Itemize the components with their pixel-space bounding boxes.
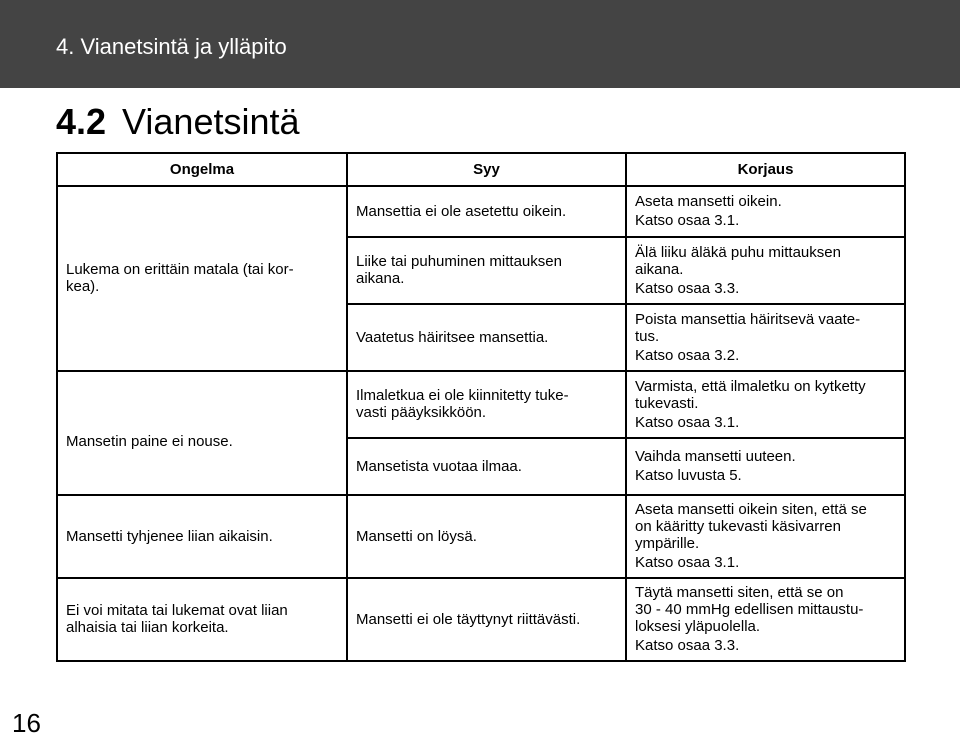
chapter-title: 4. Vianetsintä ja ylläpito	[56, 34, 287, 59]
fix-reference: Katso luvusta 5.	[635, 467, 742, 485]
problem-cell	[57, 495, 347, 578]
chapter-header-bar	[0, 0, 960, 88]
column-header-problem: Ongelma	[57, 153, 347, 186]
cause-cell	[347, 186, 626, 237]
table-row	[57, 495, 905, 578]
fix-cell	[626, 186, 905, 237]
cause-text: Mansetti on löysä.	[356, 527, 477, 545]
fix-text: Älä liiku äläkä puhu mittauksen aikana.	[635, 243, 841, 278]
fix-reference: Katso osaa 3.1.	[635, 554, 740, 572]
cause-text: Vaatetus häiritsee mansettia.	[356, 328, 549, 346]
cause-cell	[347, 371, 626, 438]
fix-cell	[626, 237, 905, 304]
table-row	[57, 371, 905, 438]
problem-cell	[57, 186, 347, 371]
cause-cell	[347, 578, 626, 661]
troubleshooting-table-container	[56, 152, 904, 662]
cause-cell	[347, 304, 626, 371]
table-header-row	[57, 153, 905, 186]
fix-reference: Katso osaa 3.2.	[635, 346, 740, 364]
section-number: 4.2	[56, 101, 107, 142]
fix-cell	[626, 371, 905, 438]
fix-reference: Katso osaa 3.3.	[635, 279, 740, 297]
fix-text: Aseta mansetti oikein siten, että se on kääritty tukevasti käsivarren ympärille.	[635, 501, 867, 553]
cause-text: Mansettia ei ole asetettu oikein.	[356, 202, 567, 220]
fix-cell	[626, 495, 905, 578]
fix-reference: Katso osaa 3.3.	[635, 637, 740, 655]
fix-reference: Katso osaa 3.1.	[635, 212, 740, 230]
fix-text: Poista mansettia häiritsevä vaate- tus.	[635, 310, 861, 345]
table-row	[57, 186, 905, 237]
troubleshooting-table	[56, 152, 906, 662]
column-header-fix: Korjaus	[626, 153, 905, 186]
page-number: 16	[12, 708, 41, 738]
problem-text: Mansetti tyhjenee liian aikaisin.	[66, 527, 273, 545]
fix-reference: Katso osaa 3.1.	[635, 413, 740, 431]
fix-cell	[626, 578, 905, 661]
problem-text: Ei voi mitata tai lukemat ovat liian alhaisia tai liian korkeita.	[66, 602, 288, 637]
fix-text: Vaihda mansetti uuteen.	[635, 448, 796, 466]
cause-text: Liike tai puhuminen mittauksen aikana.	[356, 253, 562, 288]
problem-cell	[57, 371, 347, 495]
cause-cell	[347, 438, 626, 495]
column-header-cause: Syy	[347, 153, 626, 186]
cause-cell	[347, 495, 626, 578]
fix-cell	[626, 304, 905, 371]
fix-text: Varmista, että ilmaletku on kytketty tukevasti.	[635, 377, 866, 412]
cause-cell	[347, 237, 626, 304]
fix-cell	[626, 438, 905, 495]
table-row	[57, 578, 905, 661]
fix-text: Täytä mansetti siten, että se on 30 - 40 mmHg edellisen mittaustu- loksesi yläpuolella.	[635, 584, 864, 636]
problem-cell	[57, 578, 347, 661]
cause-text: Mansetti ei ole täyttynyt riittävästi.	[356, 610, 581, 628]
section-title: Vianetsintä	[122, 101, 300, 142]
fix-text: Aseta mansetti oikein.	[635, 193, 782, 211]
cause-text: Mansetista vuotaa ilmaa.	[356, 457, 522, 475]
problem-text: Mansetin paine ei nouse.	[66, 432, 233, 450]
cause-text: Ilmaletkua ei ole kiinnitetty tuke- vasti pääyksikköön.	[356, 387, 569, 422]
section-heading	[56, 100, 300, 144]
problem-text: Lukema on erittäin matala (tai kor- kea).	[66, 261, 294, 296]
